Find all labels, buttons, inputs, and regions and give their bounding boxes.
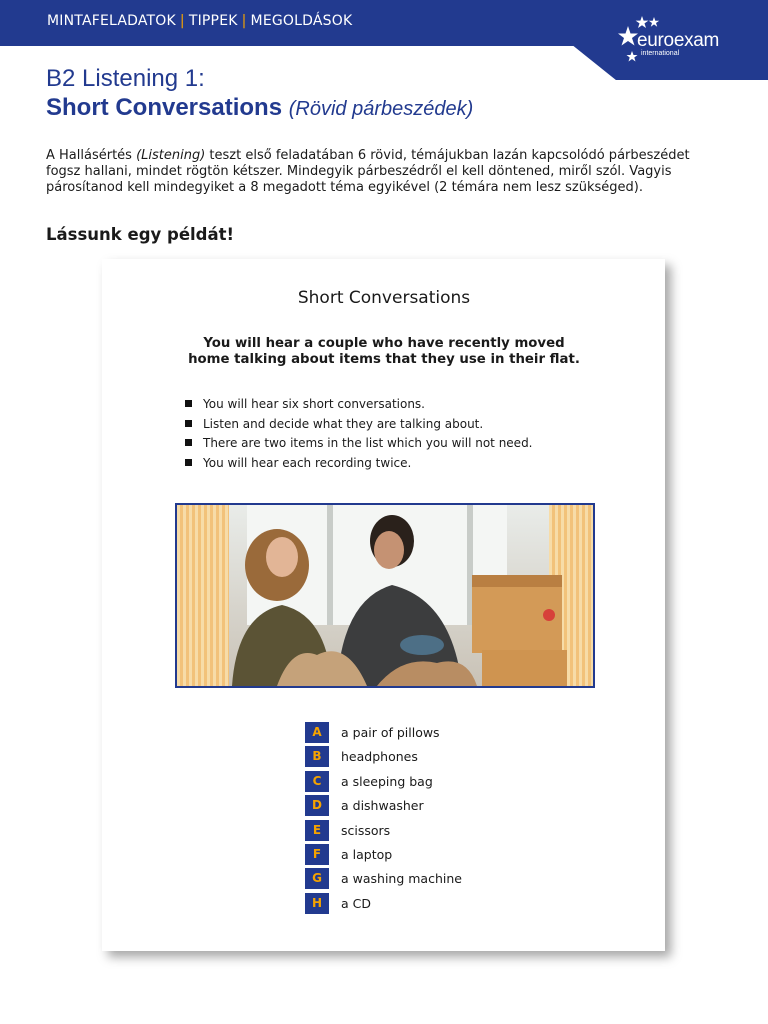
nav-item-megoldasok[interactable]: MEGOLDÁSOK [250,13,353,29]
option-letter: E [305,820,329,841]
logo-wordmark: euroexam [637,30,720,51]
option-text: a laptop [341,846,393,862]
page-title-bold: Short Conversations [46,94,283,121]
list-item: You will hear six short conversations. [185,396,533,416]
nav-separator: | [179,13,185,29]
page-title-line2 [46,94,473,122]
option-letter: H [305,893,329,914]
option-text: a washing machine [341,871,462,887]
intro-paragraph [46,148,726,196]
intro-text-2: teszt első feladatában 6 rövid, témájukban lazán kapcsolódó párbeszédet fogsz hallani, mindet rögtön kétszer. Mindegyik párbeszédről el kell döntened, miről szól. Vagyis párosítanod kell mindegyiket a 8 megadott téma egyikével (2 témára nem lesz szükséged). [46,148,690,195]
page-title-italic: (Rövid párbeszédek) [288,98,474,120]
nav-item-tippek[interactable]: TIPPEK [188,13,238,29]
photo-illustration [177,505,593,686]
couple-photo [175,503,595,688]
option-letter: A [305,722,329,743]
option-letter: C [305,771,329,792]
task-title: Short Conversations [297,288,471,308]
task-instruction: You will hear a couple who have recently moved home talking about items that they use in their flat. [188,336,580,367]
example-heading: Lássunk egy példát! [46,225,235,244]
option-letter: G [305,868,329,889]
list-item: You will hear each recording twice. [185,455,533,475]
option-text: a pair of pillows [341,725,440,740]
nav-item-mintafeladatok[interactable]: MINTAFELADATOK [47,13,176,29]
list-item: Listen and decide what they are talking about. [185,416,533,436]
option-letter: B [305,746,329,767]
option-text: a sleeping bag [341,773,433,789]
option-text: a dishwasher [341,798,424,814]
page-title-line1: B2 Listening 1: [46,65,205,92]
intro-text-1: A Hallásértés [46,148,137,163]
option-letter: F [305,844,329,865]
top-nav [47,13,352,29]
option-text: scissors [341,822,391,838]
option-text: a CD [341,895,371,911]
logo-subtitle: international [641,50,680,57]
nav-separator: | [241,13,247,29]
euroexam-logo[interactable] [614,12,746,70]
list-item: There are two items in the list which you will not need. [185,435,533,455]
option-text: headphones [341,749,418,765]
instruction-list [185,396,533,474]
option-letter: D [305,795,329,816]
intro-text-italic: (Listening) [136,148,206,163]
